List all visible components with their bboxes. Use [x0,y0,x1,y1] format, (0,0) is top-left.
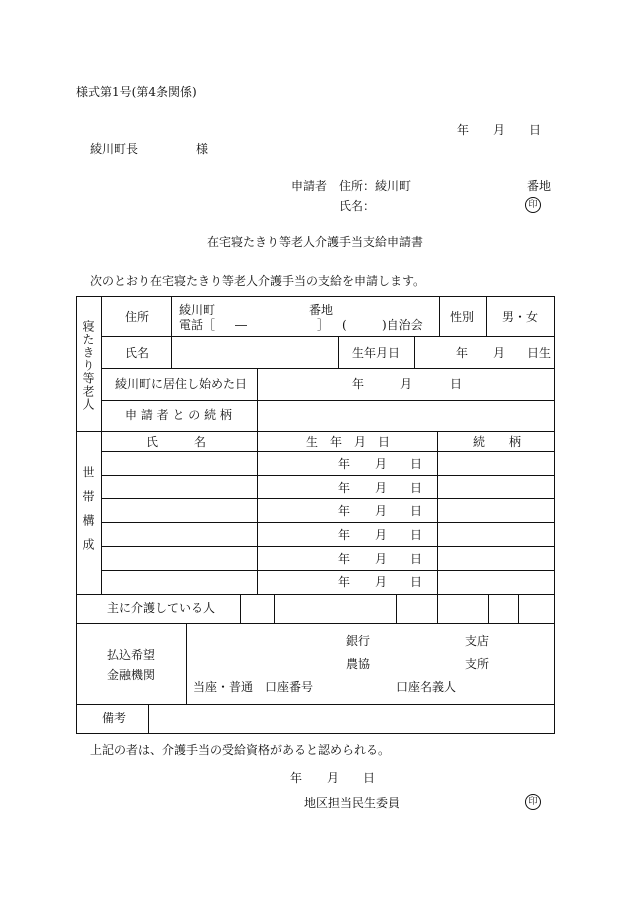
account-number-label: 口座番号 [265,680,314,694]
household-col-name: 氏 名 [146,435,207,449]
household-row-day: 日 [410,457,423,471]
household-row-year: 年 [338,457,351,471]
elder-phone-dash: ― [235,318,247,332]
table-rule [274,594,275,623]
table-rule [101,475,555,476]
table-rule [76,431,555,432]
elder-jichikai-label: )自治会 [382,318,423,332]
household-col-relation: 続 柄 [473,435,522,449]
elder-birth-label: 生年月日 [352,346,401,360]
certification-statement: 上記の者は、介護手当の受給資格があると認められる。 [90,743,391,757]
household-row-year: 年 [338,552,351,566]
elder-jichikai-open: ( [342,318,347,332]
account-type: 当座・普通 [193,680,254,694]
branch-suffix: 支店 [465,634,490,648]
table-rule [414,336,415,368]
household-section-label: 世帯構成 [81,466,95,562]
officer-label: 地区担当民生委員 [304,796,401,810]
household-row-day: 日 [410,504,423,518]
table-rule [76,623,555,624]
bank-label-line2: 金融機関 [107,668,156,682]
elder-section-label: 寝たきり等老人 [81,320,95,411]
applicant-label: 申請者 [291,179,328,193]
table-rule [101,570,555,571]
remarks-label: 備考 [102,711,127,725]
household-row-day: 日 [410,575,423,589]
elder-sex-label: 性別 [450,310,475,324]
account-holder-label: 口座名義人 [396,680,457,694]
header-date-month: 月 [493,123,506,137]
elder-address-label: 住所 [125,310,150,324]
applicant-address-banchi: 番地 [527,179,552,193]
table-rule [439,296,440,336]
table-rule [101,336,555,337]
page-title: 在宅寝たきり等老人介護手当支給申請書 [207,235,424,249]
table-border [76,296,555,297]
elder-phone-close: ］ [317,318,330,332]
table-rule [101,368,555,369]
elder-birth-day: 日生 [527,346,552,360]
household-row-year: 年 [338,481,351,495]
intro-text: 次のとおり在宅寝たきり等老人介護手当の支給を申請します。 [90,274,426,288]
household-row-month: 月 [375,552,388,566]
elder-phone-label: 電話［ [179,318,216,332]
addressee: 綾川町長 [90,142,139,156]
certification-day: 日 [363,771,376,785]
table-border [554,296,555,734]
household-row-month: 月 [375,504,388,518]
household-row-day: 日 [410,552,423,566]
caregiver-label: 主に介護している人 [107,601,216,615]
household-row-month: 月 [375,457,388,471]
certification-year: 年 [290,771,303,785]
elder-address-banchi: 番地 [309,303,334,317]
form-number: 様式第1号(第4条関係) [76,85,197,99]
table-rule [518,594,519,623]
table-rule [101,400,555,401]
table-rule [240,594,241,623]
table-rule [437,594,438,623]
officer-seal-icon: 印 [525,794,541,810]
household-row-month: 月 [375,575,388,589]
applicant-name-label: 氏名： [339,199,376,213]
elder-relation-label: 申 請 者 と の 続 柄 [125,408,232,422]
household-row-year: 年 [338,575,351,589]
elder-name-label: 氏名 [125,346,150,360]
elder-residence-label: 綾川町に居住し始めた日 [115,377,248,391]
table-rule [488,594,489,623]
elder-birth-year: 年 [456,346,469,360]
table-rule [101,498,555,499]
household-row-month: 月 [375,481,388,495]
table-rule [186,623,187,704]
table-rule [101,296,102,431]
applicant-seal-icon: 印 [525,197,541,213]
header-date-day: 日 [529,123,542,137]
table-rule [257,368,258,431]
table-border [76,733,555,734]
table-rule [396,594,397,623]
table-rule [148,704,149,733]
household-row-day: 日 [410,481,423,495]
bank-label-line1: 払込希望 [107,648,156,662]
table-rule [101,546,555,547]
table-border [76,296,77,734]
household-row-year: 年 [338,528,351,542]
addressee-honorific: 様 [196,142,209,156]
header-date-year: 年 [457,123,470,137]
table-rule [101,522,555,523]
household-col-birth: 生 年 月 日 [306,435,391,449]
applicant-address-label: 住所：綾川町 [339,179,412,193]
household-row-year: 年 [338,504,351,518]
elder-birth-month: 月 [493,346,506,360]
table-rule [76,594,555,595]
household-row-day: 日 [410,528,423,542]
elder-residence-month: 月 [400,377,413,391]
coop-suffix: 農協 [346,657,371,671]
certification-month: 月 [327,771,340,785]
table-rule [171,296,172,368]
bank-suffix: 銀行 [346,634,371,648]
elder-residence-year: 年 [352,377,365,391]
coop-branch-suffix: 支所 [465,657,490,671]
table-rule [486,296,487,336]
household-row-month: 月 [375,528,388,542]
application-form-table [76,296,555,734]
elder-address-town: 綾川町 [179,303,216,317]
elder-residence-day: 日 [450,377,463,391]
table-rule [101,451,555,452]
elder-sex-options: 男・女 [502,310,539,324]
table-rule [338,336,339,368]
